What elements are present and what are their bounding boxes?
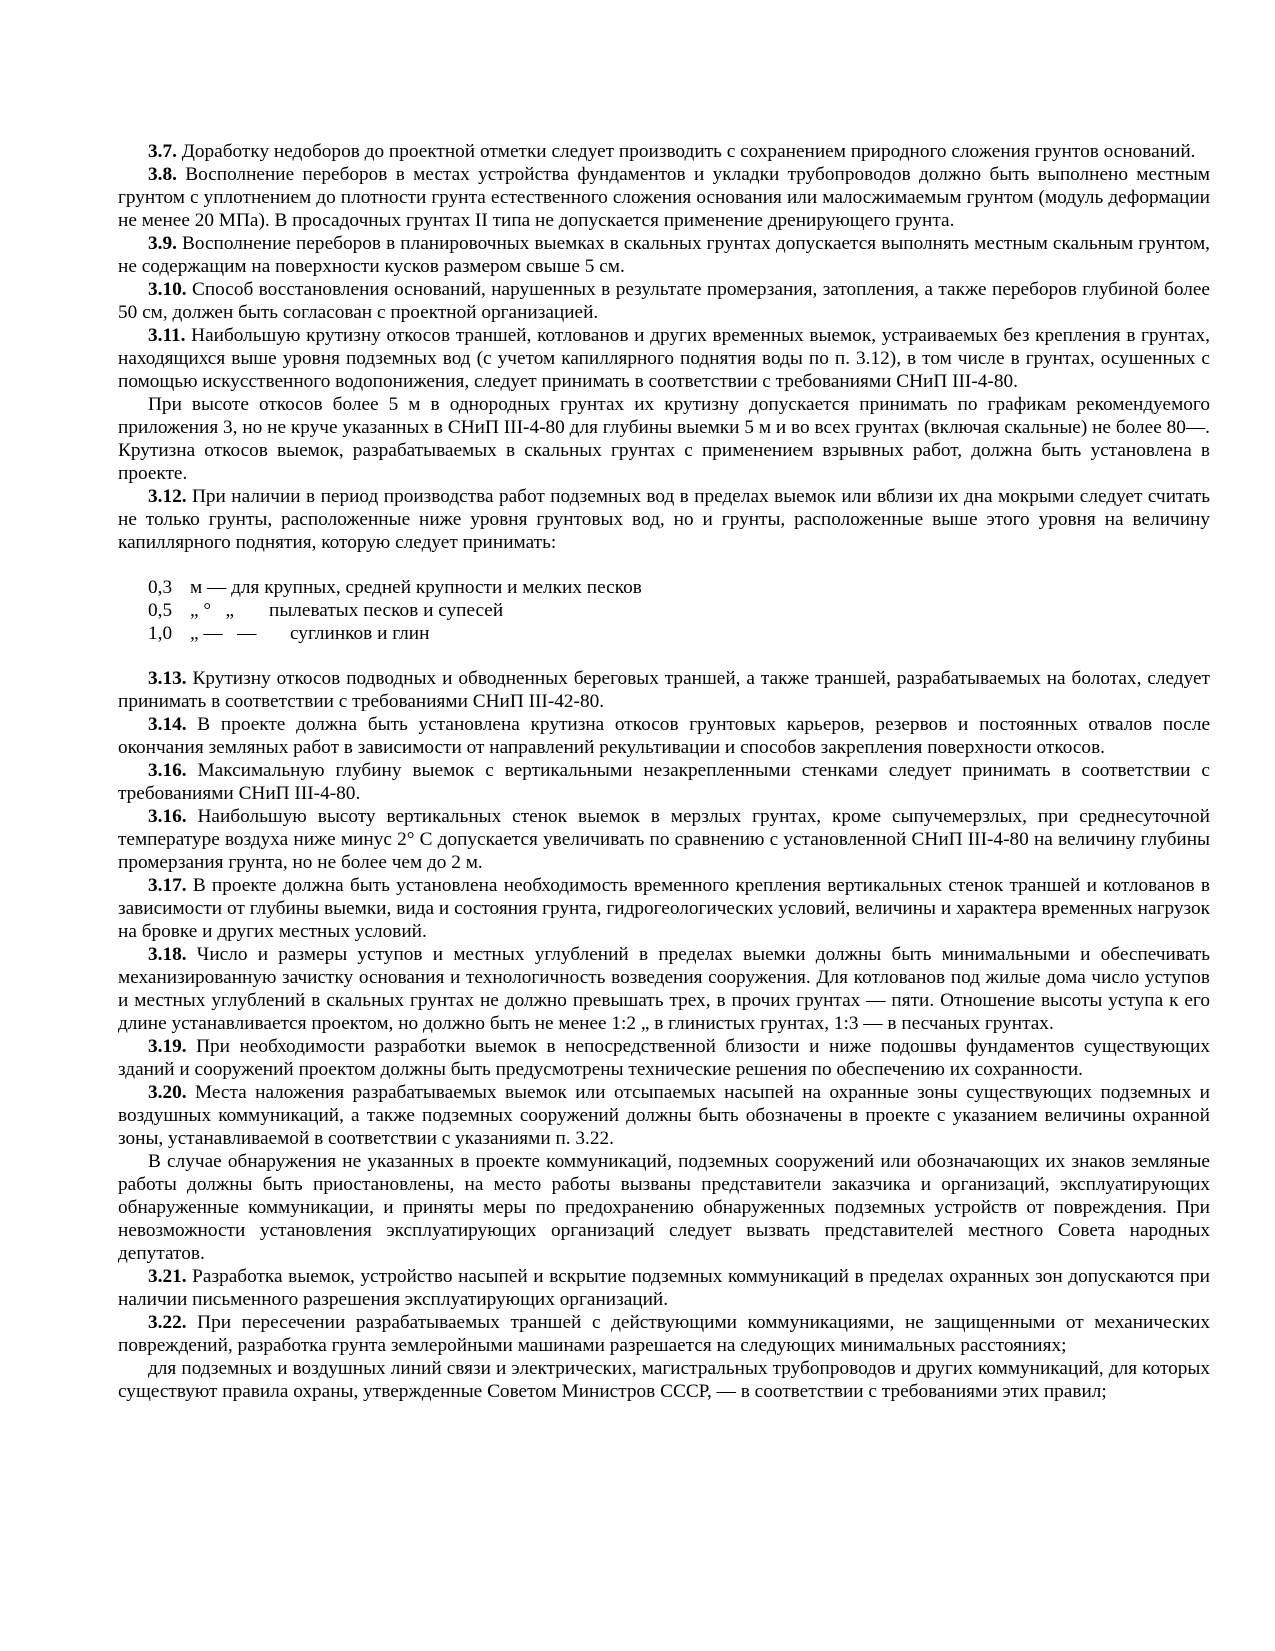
clause-text: При пересечении разрабатываемых траншей с действующими коммуникациями, не защищенными от механических повреждений, разработка грунта землеройными машинами разрешается на следующих минимальных расстояниях; [118,1312,1210,1356]
clause-number: 3.12. [148,486,187,507]
list-value: 0,3 [148,577,173,598]
clause-number: 3.11. [148,325,186,346]
clause-text: Наибольшую крутизну откосов траншей, котлованов и других временных выемок, устраиваемых без крепления в грунтах, находящихся выше уровня подземных вод (с учетом капиллярного поднятия воды по п. 3.12), в том числе в грунтах, осушенных с помощью искусственного водопонижения, следует принимать в соответствии с требованиями СНиП III-4-80. [118,325,1210,392]
list-text: м — для крупных, средней крупности и мелких песков [190,577,642,598]
clause-text: В случае обнаружения не указанных в проекте коммуникаций, подземных сооружений или обозначающих их знаков земляные работы должны быть приостановлены, на место работы вызваны представители заказчика и организаций, эксплуатирующих обнаруженные коммуникации, и приняты меры по предохранению обнаруженных подземных устройств от повреждения. При невозможности установления эксплуатирующих организаций следует вызвать представителей местного Совета народных депутатов. [118,1151,1210,1264]
document-page [118,140,1210,1403]
ditto-mark: „ — — [190,623,257,644]
clause-number: 3.9. [148,233,177,254]
list-item [148,622,1210,645]
clause-number: 3.8. [148,164,177,185]
clause-number: 3.17. [148,875,187,896]
paragraph-3-20 [118,1081,1210,1150]
clause-number: 3.13. [148,668,187,689]
list-item [148,599,1210,622]
list-value: 0,5 [148,600,173,621]
clause-number: 3.19. [148,1036,187,1057]
clause-text: При необходимости разработки выемок в непосредственной близости и ниже подошвы фундаментов существующих зданий и сооружений проектом должны быть предусмотрены технические решения по обеспечению их сохранности. [118,1036,1210,1080]
spacer [118,645,1210,667]
list-value: 1,0 [148,623,173,644]
clause-number: 3.21. [148,1266,187,1287]
clause-text: для подземных и воздушных линий связи и электрических, магистральных трубопроводов и других коммуникаций, для которых существуют правила охраны, утвержденные Советом Министров СССР, — в соответствии с требованиями этих правил; [118,1358,1210,1402]
clause-number: 3.16. [148,806,187,827]
clause-text: Способ восстановления оснований, нарушенных в результате промерзания, затопления, а также переборов глубиной более 50 см, должен быть согласован с проектной организацией. [118,279,1210,323]
clause-text: Максимальную глубину выемок с вертикальными незакрепленными стенками следует принимать в соответствии с требованиями СНиП III-4-80. [118,760,1210,804]
paragraph-3-11-continued [118,393,1210,485]
clause-text: В проекте должна быть установлена необходимость временного крепления вертикальных стенок траншей и котлованов в зависимости от глубины выемки, вида и состояния грунта, гидрогеологических условий, величины и характера временных нагрузок на бровке и других местных условий. [118,875,1210,942]
clause-text: Восполнение переборов в планировочных выемках в скальных грунтах допускается выполнять местным скальным грунтом, не содержащим на поверхности кусков размером свыше 5 см. [118,233,1210,277]
paragraph-3-20-continued [118,1150,1210,1265]
clause-text: Крутизну откосов подводных и обводненных береговых траншей, а также траншей, разрабатываемых на болотах, следует принимать в соответствии с требованиями СНиП III-42-80. [118,668,1210,712]
clause-text: Наибольшую высоту вертикальных стенок выемок в мерзлых грунтах, кроме сыпучемерзлых, при среднесуточной температуре воздуха ниже минус 2° С допускается увеличивать по сравнению с установленной СНиП III-4-80 на величину глубины промерзания грунта, но не более чем до 2 м. [118,806,1210,873]
paragraph-3-13 [118,667,1210,713]
paragraph-3-19 [118,1035,1210,1081]
paragraph-3-16-a [118,759,1210,805]
paragraph-3-18 [118,943,1210,1035]
clause-text: Доработку недоборов до проектной отметки следует производить с сохранением природного сложения грунтов оснований. [176,141,1196,162]
clause-number: 3.22. [148,1312,187,1333]
capillary-rise-list [118,576,1210,645]
list-item [148,576,1210,599]
clause-text: При высоте откосов более 5 м в однородных грунтах их крутизну допускается принимать по графикам рекомендуемого приложения 3, но не круче указанных в СНиП III-4-80 для глубины выемки 5 м и во всех грунтах (включая скальные) не более 80—. Крутизна откосов выемок, разрабатываемых в скальных грунтах с применением взрывных работ, должна быть установлена в проекте. [118,394,1210,484]
paragraph-3-10 [118,278,1210,324]
ditto-mark: „ ° „ [190,600,235,621]
paragraph-3-14 [118,713,1210,759]
clause-number: 3.20. [148,1082,187,1103]
clause-number: 3.18. [148,944,187,965]
clause-number: 3.16. [148,760,187,781]
clause-text: Разработка выемок, устройство насыпей и вскрытие подземных коммуникаций в пределах охранных зон допускаются при наличии письменного разрешения эксплуатирующих организаций. [118,1266,1210,1310]
paragraph-3-17 [118,874,1210,943]
list-text: пылеватых песков и супесей [269,600,504,621]
paragraph-3-8 [118,163,1210,232]
paragraph-3-7 [118,140,1210,163]
clause-text: При наличии в период производства работ подземных вод в пределах выемок или вблизи их дна мокрыми следует считать не только грунты, расположенные ниже уровня грунтовых вод, но и грунты, расположенные выше этого уровня на величину капиллярного поднятия, которую следует принимать: [118,486,1210,553]
clause-text: Места наложения разрабатываемых выемок или отсыпаемых насыпей на охранные зоны существующих подземных и воздушных коммуникаций, а также подземных сооружений должны быть обозначены в проекте с указанием величины охранной зоны, устанавливаемой в соответствии с указаниями п. 3.22. [118,1082,1210,1149]
clause-number: 3.7. [148,141,177,162]
paragraph-3-9 [118,232,1210,278]
clause-text: Число и размеры уступов и местных углублений в пределах выемки должны быть минимальными и обеспечивать механизированную зачистку основания и технологичность возведения сооружения. Для котлованов под жилые дома число уступов и местных углублений в скальных грунтах не должно превышать трех, в прочих грунтах — пяти. Отношение высоты уступа к его длине устанавливается проектом, но должно быть не менее 1:2 „ в глинистых грунтах, 1:3 — в песчаных грунтах. [118,944,1210,1034]
clause-number: 3.14. [148,714,187,735]
paragraph-3-11 [118,324,1210,393]
paragraph-3-22 [118,1311,1210,1357]
paragraph-3-21 [118,1265,1210,1311]
paragraph-3-16-b [118,805,1210,874]
paragraph-3-22-continued [118,1357,1210,1403]
spacer [118,554,1210,576]
clause-text: В проекте должна быть установлена крутизна откосов грунтовых карьеров, резервов и постоянных отвалов после окончания земляных работ в зависимости от направлений рекультивации и способов закрепления поверхности откосов. [118,714,1210,758]
clause-text: Восполнение переборов в местах устройства фундаментов и укладки трубопроводов должно быть выполнено местным грунтом с уплотнением до плотности грунта естественного сложения основания или малосжимаемым грунтом (модуль деформации не менее 20 МПа). В просадочных грунтах II типа не допускается применение дренирующего грунта. [118,164,1210,231]
clause-number: 3.10. [148,279,187,300]
list-text: суглинков и глин [290,623,430,644]
paragraph-3-12 [118,485,1210,554]
